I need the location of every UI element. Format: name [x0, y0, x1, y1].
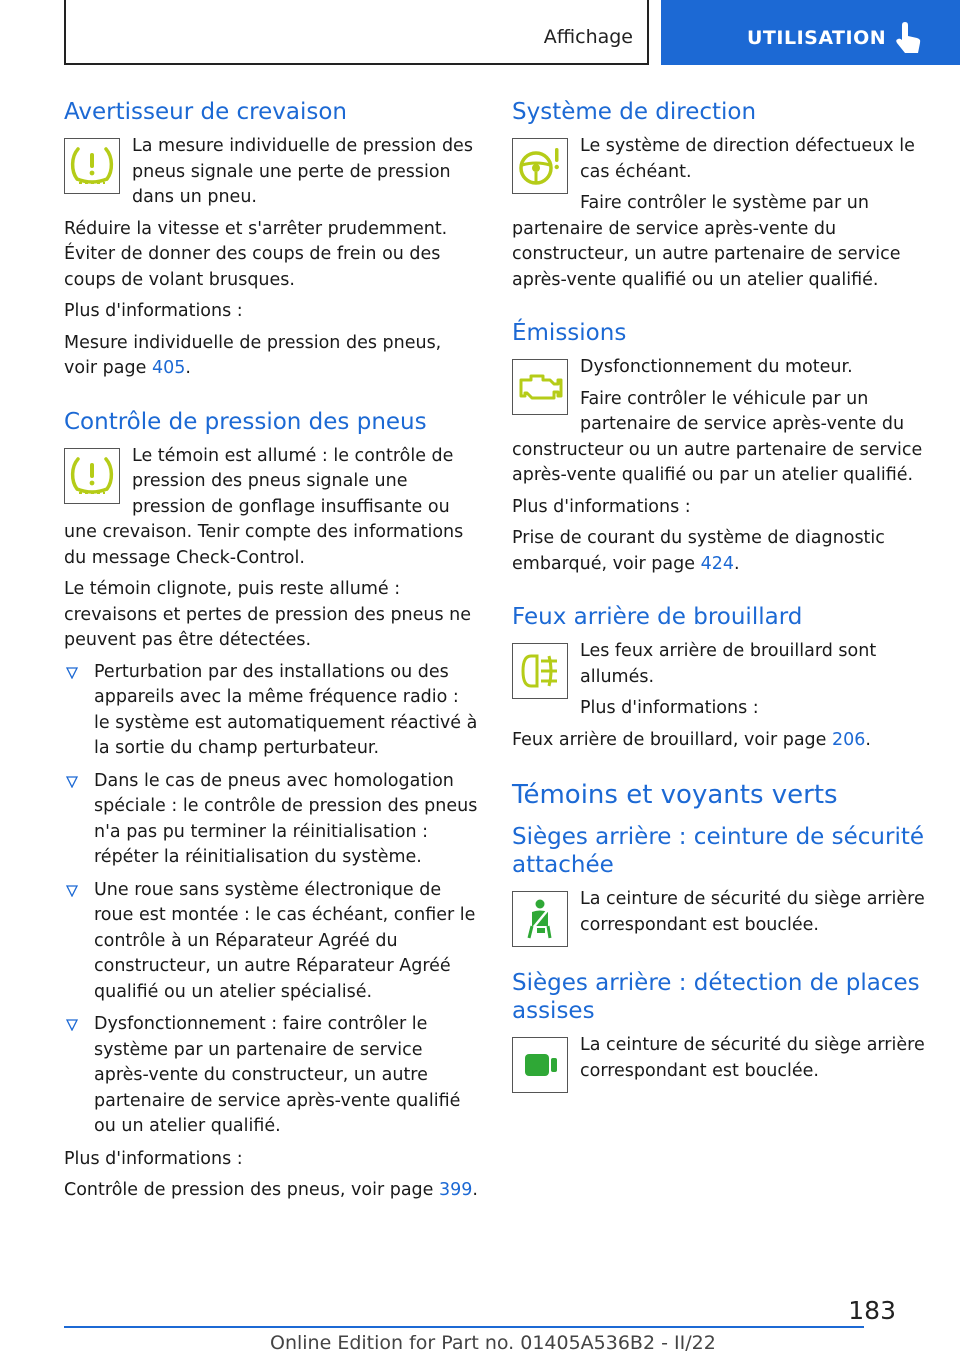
page-link-399[interactable]: 399 — [438, 1180, 473, 1200]
steering-text-2: Faire contrôler le système par un partenaire de service après-vente du constructeur, un autre partenaire de service après-vente qualifié ou un atelier qualifié. — [512, 193, 901, 290]
seat-occupancy-entry — [512, 1033, 930, 1084]
emissions-entry — [512, 355, 930, 489]
flat-tire-more-info: Plus d'informations : — [64, 301, 243, 321]
section-title-rear-fog: Feux arrière de brouillard — [512, 604, 803, 630]
triangle-bullet-icon — [66, 1019, 78, 1031]
left-column — [64, 98, 479, 1210]
emissions-reference: Prise de courant du système de diagnostic embarqué, voir page 424. — [512, 528, 885, 574]
right-column — [512, 98, 930, 1101]
rear-fog-text-1: Les feux arrière de brouillard sont allumés. — [580, 641, 877, 687]
rear-fog-reference: Feux arrière de brouillard, voir page 206. — [512, 729, 871, 750]
header-section-box — [64, 0, 649, 65]
header-chapter-title: UTILISATION — [747, 27, 887, 49]
triangle-bullet-icon — [66, 667, 78, 679]
footer-divider — [64, 1326, 864, 1328]
seat-occupancy-icon — [512, 1037, 568, 1093]
section-title-seat-occupancy: Sièges arrière : détection de places assises — [512, 970, 920, 1024]
tire-pressure-bullet-list — [64, 660, 479, 1140]
page-number: 183 — [848, 1296, 896, 1325]
page-link-424[interactable]: 424 — [700, 553, 734, 574]
list-item: Une roue sans système électronique de roue est montée : le cas échéant, confier le contrôle à un Réparateur Agréé du constructeur, un autre Réparateur Agréé qualifié ou un atelier spécialisé. — [64, 878, 479, 1006]
steering-entry — [512, 134, 930, 293]
rear-fog-light-icon — [512, 643, 568, 699]
flat-tire-text-1: La mesure individuelle de pression des pneus signale une perte de pression dans un pneu. — [132, 136, 473, 207]
section-title-flat-tire: Avertisseur de crevaison — [64, 99, 348, 125]
tire-pressure-reference: Contrôle de pression des pneus, voir page 399. — [64, 1180, 478, 1200]
section-title-emissions: Émissions — [512, 320, 627, 346]
flat-tire-reference: Mesure individuelle de pression des pneus, voir page 405. — [64, 332, 442, 378]
header-section-title: Affichage — [543, 26, 633, 48]
section-title-rear-seatbelt: Sièges arrière : ceinture de sécurité attachée — [512, 824, 925, 878]
tire-pressure-more-info: Plus d'informations : — [64, 1148, 243, 1169]
seat-occupancy-text: La ceinture de sécurité du siège arrière correspondant est bouclée. — [580, 1035, 925, 1081]
steering-warning-icon — [512, 138, 568, 194]
tire-pressure-warning-icon — [64, 138, 120, 194]
tire-pressure-text-1: Le témoin est allumé : le contrôle de pression des pneus signale une pression de gonflage insuffisante ou une crevaison. Tenir compte des informations du message Check-Control. — [64, 445, 464, 568]
triangle-bullet-icon — [66, 885, 78, 897]
emissions-more-info: Plus d'informations : — [512, 496, 691, 517]
rear-fog-entry — [512, 639, 930, 722]
tire-pressure-warning-icon — [64, 448, 120, 504]
list-item: Dans le cas de pneus avec homologation spéciale : le contrôle de pression des pneus n'a pas pu terminer la réinitialisation : répéter la réinitialisation du système. — [64, 769, 479, 871]
tire-pressure-text-2: Le témoin clignote, puis reste allumé : crevaisons et pertes de pression des pneus ne peuvent pas être détectées. — [64, 579, 472, 650]
green-indicators-heading: Témoins et voyants verts — [512, 780, 838, 810]
rear-seatbelt-text: La ceinture de sécurité du siège arrière correspondant est bouclée. — [580, 889, 925, 935]
header-chapter-tab — [661, 0, 960, 65]
flat-tire-text-2: Réduire la vitesse et s'arrêter prudemment. Éviter de donner des coups de frein ou des coups de volant brusques. — [64, 218, 448, 290]
rear-seatbelt-entry — [512, 887, 930, 938]
section-title-steering: Système de direction — [512, 99, 757, 125]
page-link-405[interactable]: 405 — [151, 358, 186, 378]
flat-tire-entry — [64, 134, 479, 211]
page-link-206[interactable]: 206 — [832, 729, 866, 750]
engine-icon — [512, 359, 568, 415]
emissions-text-2: Faire contrôler le véhicule par un partenaire de service après-vente du constructeur ou un autre partenaire de service après-vente qualifié ou par un atelier qualifié. — [512, 388, 923, 485]
list-item: Dysfonctionnement : faire contrôler le système par un partenaire de service après-vente du constructeur, un autre partenaire de service après-vente qualifié ou un atelier qualifié. — [64, 1012, 479, 1140]
hand-pointer-icon — [893, 22, 923, 56]
rear-fog-more-info: Plus d'informations : — [580, 698, 759, 718]
footer-edition: Online Edition for Part no. 01405A536B2 - II/22 — [270, 1332, 716, 1354]
list-item: Perturbation par des installations ou des appareils avec la même fréquence radio : le système est automatiquement réactivé à la sortie du champ perturbateur. — [64, 660, 479, 762]
tire-pressure-entry — [64, 444, 479, 572]
triangle-bullet-icon — [66, 776, 78, 788]
steering-text-1: Le système de direction défectueux le cas échéant. — [580, 136, 915, 182]
seatbelt-icon — [512, 891, 568, 947]
section-title-tire-pressure: Contrôle de pression des pneus — [64, 408, 427, 435]
emissions-text-1: Dysfonctionnement du moteur. — [580, 357, 853, 377]
